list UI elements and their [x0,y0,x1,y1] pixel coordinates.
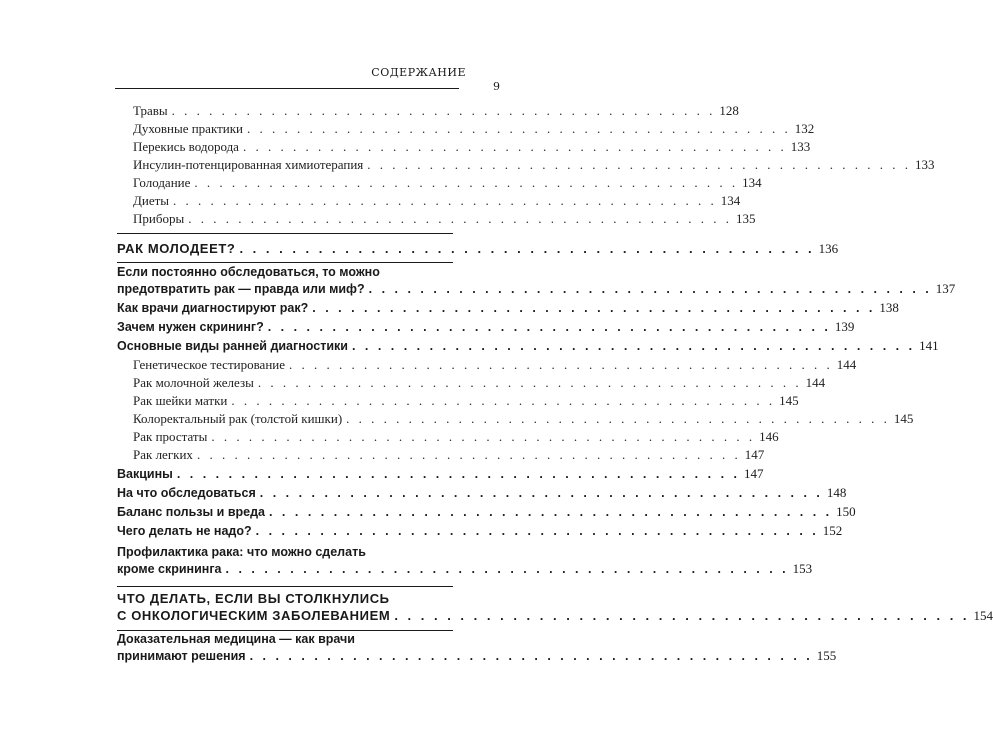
toc-entry-page: 150 [836,504,856,519]
toc-entry-label: принимают решения [117,649,246,663]
toc-entry-label-line1: Доказательная медицина — как врачи [117,632,355,646]
toc-entry-page: 128 [719,103,739,118]
section-divider [117,630,453,631]
toc-entry-label: Рак простаты [133,429,208,444]
toc-entry-label-line1: Профилактика рака: что можно сделать [117,545,366,559]
toc-entry-page: 134 [742,175,762,190]
dot-leader: . . . . . . . . . . . . . . . . . . . . . . . . . . . . . . . . . . . . . . . . . . . . [351,339,916,353]
dot-leader: . . . . . . . . . . . . . . . . . . . . . . . . . . . . . . . . . . . . . . . . . . . . [188,211,732,226]
toc-entry[interactable] [0,139,811,155]
toc-section-label: С ОНКОЛОГИЧЕСКИМ ЗАБОЛЕВАНИЕМ [117,608,391,623]
header-rule [115,88,459,89]
dot-leader: . . . . . . . . . . . . . . . . . . . . . . . . . . . . . . . . . . . . . . . . . . . . [312,301,876,315]
toc-section[interactable] [0,608,993,624]
toc-entry[interactable] [0,281,956,297]
section-divider [117,262,453,263]
dot-leader: . . . . . . . . . . . . . . . . . . . . . . . . . . . . . . . . . . . . . . . . . . . . [242,139,787,154]
toc-section-label: РАК МОЛОДЕЕТ? [117,241,236,256]
dot-leader: . . . . . . . . . . . . . . . . . . . . . . . . . . . . . . . . . . . . . . . . . . . . [173,193,717,208]
running-title: СОДЕРЖАНИЕ [371,66,466,79]
toc-entry[interactable] [0,193,741,209]
toc-entry[interactable] [0,375,826,391]
dot-leader: . . . . . . . . . . . . . . . . . . . . . . . . . . . . . . . . . . . . . . . . . . . . [196,447,741,462]
page-number: 9 [493,80,500,93]
toc-entry-label: Приборы [133,211,185,226]
toc-entry-label: Духовные практики [133,121,244,136]
dot-leader: . . . . . . . . . . . . . . . . . . . . . . . . . . . . . . . . . . . . . . . . . . . . [225,562,789,576]
toc-entry-page: 155 [816,648,837,663]
toc-entry[interactable] [0,504,856,520]
toc-entry-page: 133 [790,139,811,154]
toc-entry-page: 141 [919,338,939,353]
toc-entry-label: Голодание [133,175,191,190]
toc-entry[interactable] [0,175,762,191]
dot-leader: . . . . . . . . . . . . . . . . . . . . . . . . . . . . . . . . . . . . . . . . . . . . [255,524,819,538]
toc-entry-page: 137 [935,281,956,296]
dot-leader: . . . . . . . . . . . . . . . . . . . . . . . . . . . . . . . . . . . . . . . . . . . . [247,121,791,136]
toc-entry-page: 152 [822,523,843,538]
toc-entry-label: Перекись водорода [133,139,239,154]
dot-leader: . . . . . . . . . . . . . . . . . . . . . . . . . . . . . . . . . . . . . . . . . . . . [239,241,815,256]
dot-leader: . . . . . . . . . . . . . . . . . . . . . . . . . . . . . . . . . . . . . . . . . . . . [267,320,831,334]
toc-entry-label: Чего делать не надо? [117,524,252,538]
toc-entry-page: 146 [759,429,779,444]
dot-leader: . . . . . . . . . . . . . . . . . . . . . . . . . . . . . . . . . . . . . . . . . . . . [394,608,970,623]
toc-entry[interactable] [0,523,843,539]
toc-entry-label: Рак молочной железы [133,375,254,390]
toc-entry-label: Зачем нужен скрининг? [117,320,264,334]
dot-leader: . . . . . . . . . . . . . . . . . . . . . . . . . . . . . . . . . . . . . . . . . . . . [171,103,716,118]
toc-entry-label: Как врачи диагностируют рак? [117,301,309,315]
toc-entry[interactable] [0,393,799,409]
section-divider [117,233,453,234]
dot-leader: . . . . . . . . . . . . . . . . . . . . . . . . . . . . . . . . . . . . . . . . . . . . [259,486,823,500]
toc-entry-page: 144 [805,375,826,390]
dot-leader: . . . . . . . . . . . . . . . . . . . . . . . . . . . . . . . . . . . . . . . . . . . . [368,282,932,296]
dot-leader: . . . . . . . . . . . . . . . . . . . . . . . . . . . . . . . . . . . . . . . . . . . . [289,357,833,372]
toc-entry-label: Вакцины [117,467,173,481]
toc-entry[interactable] [0,103,739,119]
dot-leader: . . . . . . . . . . . . . . . . . . . . . . . . . . . . . . . . . . . . . . . . . . . . [194,175,739,190]
dot-leader: . . . . . . . . . . . . . . . . . . . . . . . . . . . . . . . . . . . . . . . . . . . . [367,157,912,172]
toc-entry-page: 145 [893,411,914,426]
toc-entry-page: 148 [826,485,847,500]
dot-leader: . . . . . . . . . . . . . . . . . . . . . . . . . . . . . . . . . . . . . . . . . . . . [257,375,802,390]
toc-entry[interactable] [0,447,765,463]
toc-entry[interactable] [0,357,857,373]
toc-entry[interactable] [0,338,939,354]
toc-entry-label: Основные виды ранней диагностики [117,339,348,353]
dot-leader: . . . . . . . . . . . . . . . . . . . . . . . . . . . . . . . . . . . . . . . . . . . . [268,505,833,519]
dot-leader: . . . . . . . . . . . . . . . . . . . . . . . . . . . . . . . . . . . . . . . . . . . . [249,649,813,663]
toc-entry-page: 145 [779,393,799,408]
toc-entry[interactable] [0,300,899,316]
toc-entry-page: 138 [879,300,899,315]
toc-entry-page: 136 [818,241,839,256]
toc-entry[interactable] [0,429,779,445]
toc-entry-page: 153 [792,561,813,576]
toc-entry-label: Травы [133,103,168,118]
toc-entry-page: 134 [720,193,741,208]
toc-entry-label: На что обследоваться [117,486,256,500]
toc-entry[interactable] [0,411,914,427]
toc-entry-page: 135 [735,211,756,226]
toc-entry[interactable] [0,561,813,577]
dot-leader: . . . . . . . . . . . . . . . . . . . . . . . . . . . . . . . . . . . . . . . . . . . . [346,411,890,426]
toc-entry[interactable] [0,466,764,482]
toc-entry[interactable] [0,157,935,173]
toc-entry-label-line1: Если постоянно обследоваться, то можно [117,265,380,279]
toc-entry-page: 139 [834,319,855,334]
toc-entry-label: Рак легких [133,447,193,462]
toc-section[interactable] [0,241,839,257]
dot-leader: . . . . . . . . . . . . . . . . . . . . . . . . . . . . . . . . . . . . . . . . . . . . [176,467,740,481]
toc-entry-page: 144 [836,357,857,372]
toc-entry-label: предотвратить рак — правда или миф? [117,282,365,296]
toc-entry-page: 147 [744,466,764,481]
toc-entry-label: Диеты [133,193,170,208]
section-divider [117,586,453,587]
toc-entry-label: кроме скрининга [117,562,222,576]
dot-leader: . . . . . . . . . . . . . . . . . . . . . . . . . . . . . . . . . . . . . . . . . . . . [211,429,756,444]
toc-entry-page: 154 [973,608,993,623]
toc-entry-page: 133 [915,157,935,172]
toc-entry[interactable] [0,211,756,227]
toc-entry[interactable] [0,485,847,501]
toc-entry[interactable] [0,319,855,335]
toc-entry-page: 147 [744,447,765,462]
toc-entry-page: 132 [794,121,815,136]
toc-section-label-line1: ЧТО ДЕЛАТЬ, ЕСЛИ ВЫ СТОЛКНУЛИСЬ [117,591,390,606]
toc-entry-label: Рак шейки матки [133,393,228,408]
toc-entry[interactable] [0,648,837,664]
toc-entry[interactable] [0,121,815,137]
toc-entry-label: Инсулин-потенцированная химиотерапия [133,157,364,172]
toc-entry-label: Генетическое тестирование [133,357,286,372]
dot-leader: . . . . . . . . . . . . . . . . . . . . . . . . . . . . . . . . . . . . . . . . . . . . [231,393,776,408]
toc-entry-label: Баланс пользы и вреда [117,505,265,519]
toc-entry-label: Колоректальный рак (толстой кишки) [133,411,343,426]
